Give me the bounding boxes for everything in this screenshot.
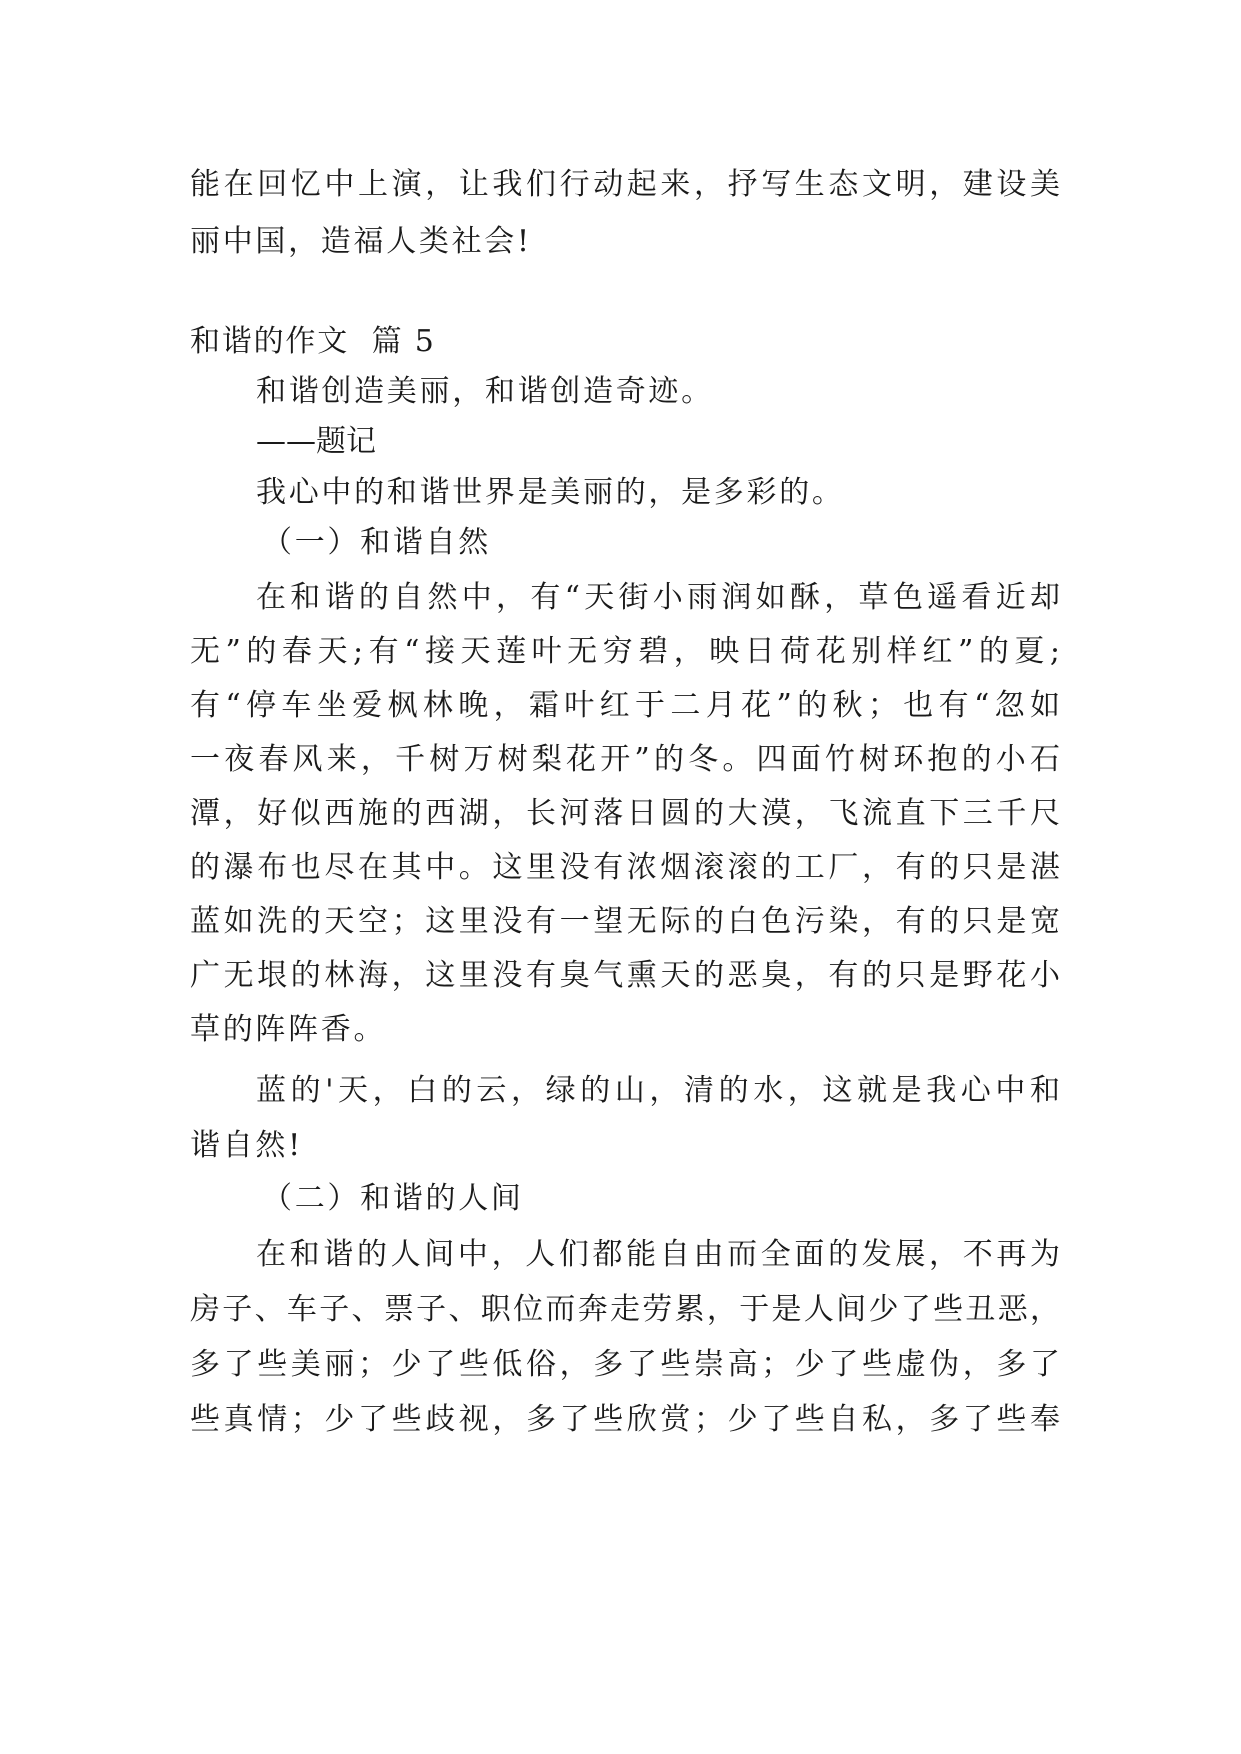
paragraph-line: 房子、车子、票子、职位而奔走劳累，于是人间少了些丑恶， bbox=[190, 1292, 1060, 1327]
paragraph-line: 草的阵阵香。 bbox=[190, 1012, 387, 1047]
intro-text: 我心中的和谐世界是美丽的，是多彩的。 bbox=[256, 475, 845, 510]
paragraph-line: 多了些美丽；少了些低俗，多了些崇高；少了些虚伪，多了 bbox=[190, 1347, 1060, 1382]
paragraph-line: 的瀑布也尽在其中。这里没有浓烟滚滚的工厂，有的只是湛 bbox=[190, 850, 1060, 885]
body-text-line: 能在回忆中上演，让我们行动起来，抒写生态文明，建设美 bbox=[190, 167, 1060, 202]
paragraph-line: 一夜春风来，千树万树梨花开”的冬。四面竹树环抱的小石 bbox=[190, 742, 1060, 777]
part1-heading: （一）和谐自然 bbox=[262, 525, 491, 560]
paragraph-line: 潭，好似西施的西湖，长河落日圆的大漠，飞流直下三千尺 bbox=[190, 796, 1060, 831]
paragraph-line: 有“停车坐爱枫林晚，霜叶红于二月花”的秋；也有“忽如 bbox=[190, 688, 1060, 723]
paragraph-line: 在和谐的人间中，人们都能自由而全面的发展，不再为 bbox=[256, 1237, 1060, 1272]
paragraph-line: 广无垠的林海，这里没有臭气熏天的恶臭，有的只是野花小 bbox=[190, 958, 1060, 993]
paragraph-line: 在和谐的自然中，有“天街小雨润如酥，草色遥看近却 bbox=[256, 580, 1060, 615]
part2-heading: （二）和谐的人间 bbox=[262, 1181, 524, 1216]
section-title: 和谐的作文 篇 5 bbox=[190, 324, 436, 359]
epigraph: 和谐创造美丽，和谐创造奇迹。 bbox=[256, 374, 714, 409]
paragraph-line: 蓝的'天，白的云，绿的山，清的水，这就是我心中和 bbox=[256, 1073, 1060, 1108]
paragraph-line: 蓝如洗的天空；这里没有一望无际的白色污染，有的只是宽 bbox=[190, 904, 1060, 939]
paragraph-line: 谐自然! bbox=[190, 1128, 303, 1163]
paragraph-line: 无”的春天;有“接天莲叶无穷碧，映日荷花别样红”的夏; bbox=[190, 634, 1060, 669]
paragraph-line: 些真情；少了些歧视，多了些欣赏；少了些自私，多了些奉 bbox=[190, 1402, 1060, 1437]
body-text-line: 丽中国，造福人类社会! bbox=[190, 224, 532, 259]
epigraph-source: ——题记 bbox=[256, 424, 376, 459]
